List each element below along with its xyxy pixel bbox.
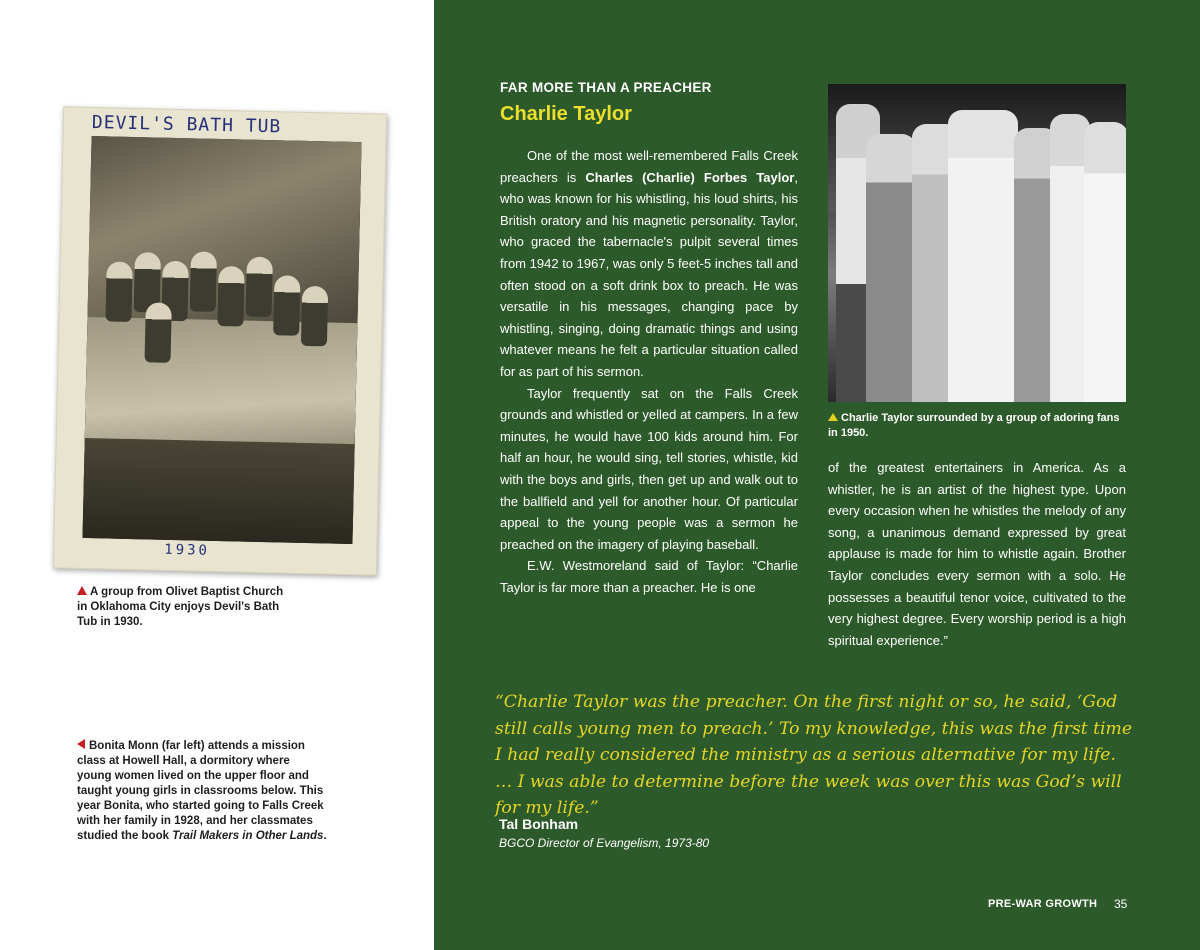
paragraph-2: Taylor frequently sat on the Falls Creek grounds and whistled or yelled at campers. In a few minutes, he would have 100 kids around him. For half an hour, he would sing, tell stories, whistle, kid with the boys and girls, then get up and walk out to the ballfield and yell for another hour. Of particular appeal to the young people was a sermon he preached on the imagery of playing baseball. — [500, 385, 798, 552]
quote-attribution-title: BGCO Director of Evangelism, 1973-80 — [499, 836, 710, 850]
section-kicker: FAR MORE THAN A PREACHER — [500, 80, 712, 95]
photo-inscription-bottom: 1930 — [164, 541, 211, 559]
article-column-2 — [828, 457, 1126, 651]
paragraph-continued: of the greatest entertainers in America. As a whistler, he is an artist of the highest type. Upon every occasion when he whistles the melody of any song, a unanimous demand expressed by great applause is made for him to whistle again. Brother Taylor concludes every sermon with a solo. He possesses a beautiful tenor voice, cultivated to the very highest degree. Every worship period is a high spiritual experience.” — [828, 460, 1126, 648]
paragraph-1: One of the most well-remembered Falls Creek preachers is Charles (Charlie) Forbes Taylor, who was known for his whistling, his loud shirts, his British oratory and his magnetic personality. Taylor, who graced the tabernacle's pulpit several times from 1942 to 1967, was only 5 feet-5 inches tall and often stood on a soft drink box to preach. He was versatile in his messages, changing pace by whistling, singing, doing dramatic things and using whatever means he felt a particular situation called for as part of his sermon. — [500, 148, 798, 379]
vintage-photo-devils-bath-tub — [53, 106, 387, 575]
paragraph-3: E.W. Westmoreland said of Taylor: “Charlie Taylor is far more than a preacher. He is one — [500, 558, 798, 595]
caption-marker-up-icon — [828, 413, 838, 421]
photo-charlie-taylor-fans — [828, 84, 1126, 402]
caption-devils-bath-tub: A group from Olivet Baptist Church in Oklahoma City enjoys Devil's Bath Tub in 1930. — [77, 586, 284, 628]
photo-caption-charlie-taylor: Charlie Taylor surrounded by a group of adoring fans in 1950. — [828, 412, 1120, 439]
article-column-1 — [500, 145, 798, 598]
caption-marker-up-icon — [77, 586, 87, 595]
footer-section-title: PRE-WAR GROWTH — [988, 898, 1098, 910]
book-title: Trail Makers in Other Lands — [172, 830, 324, 842]
caption-bonita-monn: Bonita Monn (far left) attends a mission class at Howell Hall, a dormitory where young women lived on the upper floor and taught young girls in classrooms below. This year Bonita, who started going to Falls Creek with her family in 1928, and her classmates studied the book Trail Makers in Other Lands. — [77, 740, 327, 842]
photo-group-figures — [105, 241, 337, 356]
page-number: 35 — [1114, 897, 1128, 911]
caption-marker-left-icon — [77, 739, 85, 749]
article-headline: Charlie Taylor — [500, 103, 632, 125]
pull-quote: “Charlie Taylor was the preacher. On the first night or so, he said, ‘God still calls young men to preach.’ To my knowledge, this was the first time I had really considered the ministry as a serious alternative for my life. … I was able to determine before the week was over this was God’s will for my life.” — [495, 692, 1133, 818]
quote-attribution-name: Tal Bonham — [499, 816, 579, 832]
photo-image — [82, 136, 361, 544]
photo-inscription-top: DEVIL'S BATH TUB — [91, 112, 282, 138]
